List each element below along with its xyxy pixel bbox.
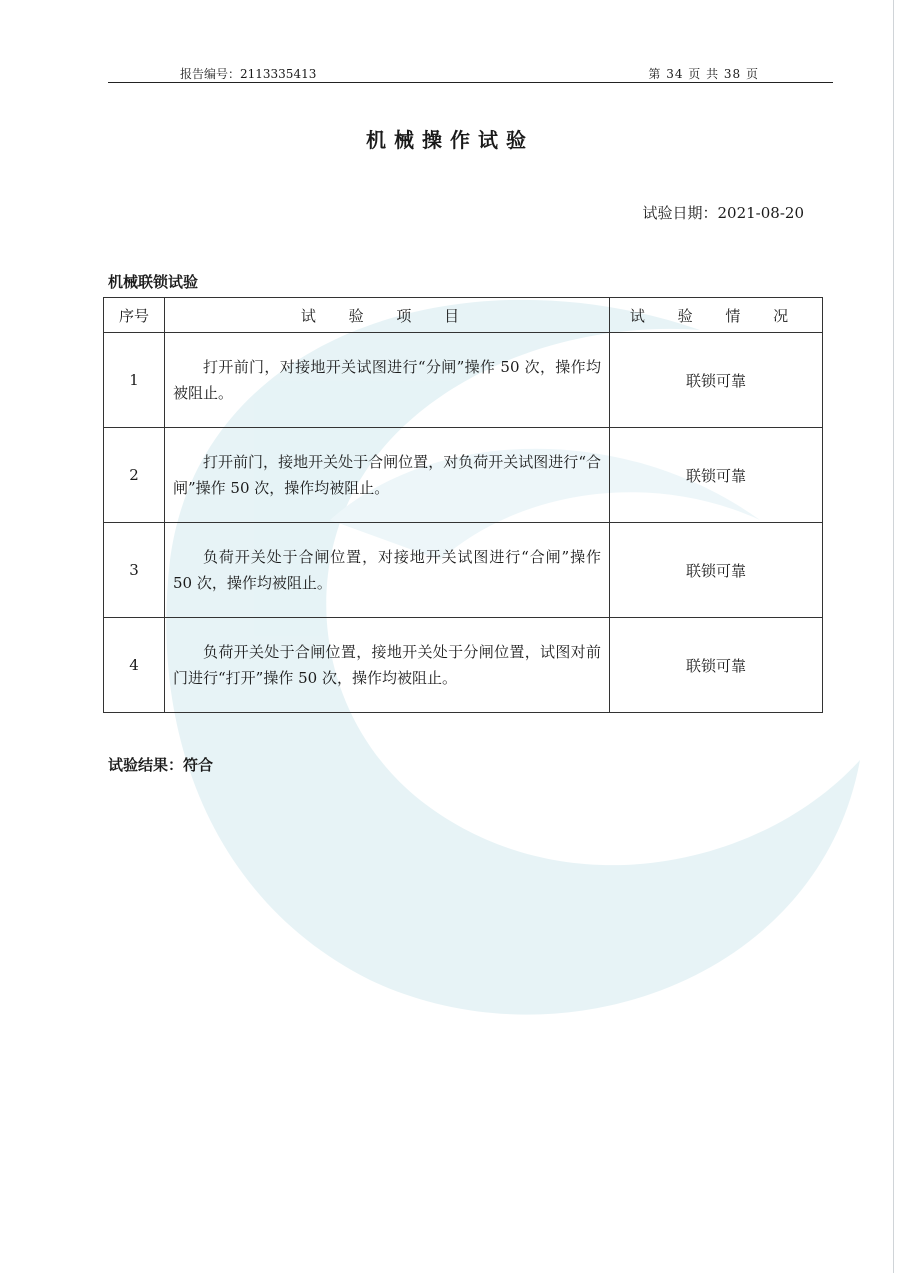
test-result: 联锁可靠: [610, 618, 823, 713]
scan-edge-line: [893, 0, 894, 1273]
row-number: 3: [104, 523, 165, 618]
test-item-cell: [165, 333, 610, 428]
column-header-result: 试 验 情 况: [610, 298, 823, 333]
test-item-text: 打开前门，对接地开关试图进行“分闸”操作 50 次，操作均被阻止。: [173, 358, 601, 402]
row-number: 2: [104, 428, 165, 523]
test-item-text: 负荷开关处于合闸位置，对接地开关试图进行“合闸”操作 50 次，操作均被阻止。: [173, 548, 601, 592]
table-header-row: [104, 298, 823, 333]
page-header: [108, 62, 833, 83]
row-number: 1: [104, 333, 165, 428]
interlock-test-table: [103, 297, 823, 713]
table-row: [104, 333, 823, 428]
page-title: 机械操作试验: [366, 128, 534, 152]
test-item-text: 打开前门，接地开关处于合闸位置，对负荷开关试图进行“合闸”操作 50 次，操作均被阻止。: [173, 453, 601, 497]
test-result: 联锁可靠: [610, 523, 823, 618]
test-item-text: 负荷开关处于合闸位置，接地开关处于分闸位置，试图对前门进行“打开”操作 50 次，操作均被阻止。: [173, 643, 601, 687]
test-date: 试验日期：2021-08-20: [642, 204, 804, 222]
report-number: 报告编号：2113335413: [180, 67, 317, 81]
table-row: [104, 523, 823, 618]
test-item-cell: [165, 618, 610, 713]
table-row: [104, 428, 823, 523]
test-result: 联锁可靠: [610, 333, 823, 428]
table-row: [104, 618, 823, 713]
test-item-cell: [165, 428, 610, 523]
section-title: 机械联锁试验: [108, 273, 199, 291]
column-header-item: 试 验 项 目: [165, 298, 610, 333]
test-result: 联锁可靠: [610, 428, 823, 523]
row-number: 4: [104, 618, 165, 713]
page-indicator: 第 34 页 共 38 页: [648, 67, 759, 81]
test-item-cell: [165, 523, 610, 618]
test-conclusion: 试验结果：符合: [108, 756, 214, 774]
column-header-no: 序号: [104, 298, 165, 333]
